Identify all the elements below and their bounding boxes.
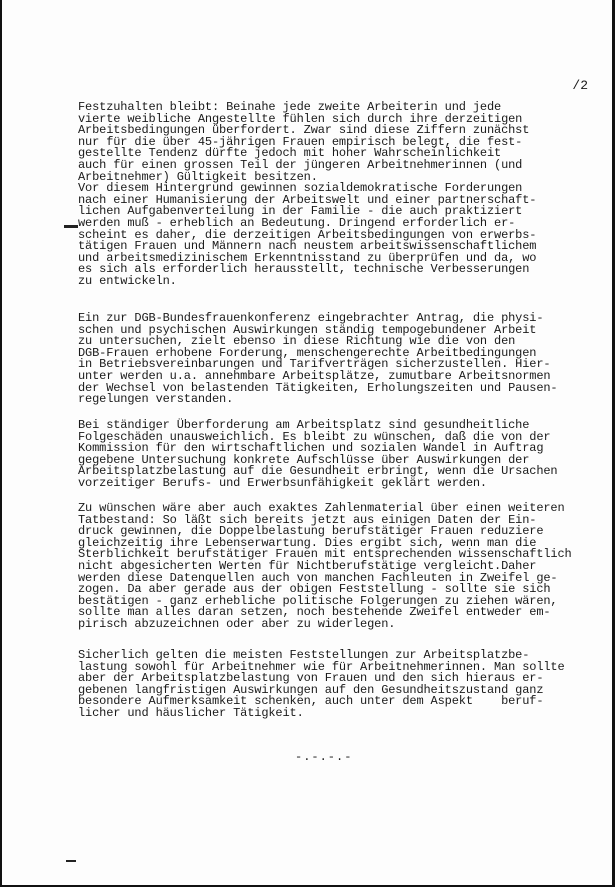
text-line: gestellte Tendenz dürfte jedoch mit hoher Wahrscheinlichkeit bbox=[78, 146, 502, 161]
text-line: unter werden u.a. annehmbare Arbeitsplätze, zumutbare Arbeitsnormen bbox=[78, 368, 551, 383]
text-line: und arbeitsmedizinischem Erkenntnisstand zu überprüfen und da, wo bbox=[78, 250, 537, 265]
paragraph-5 bbox=[78, 650, 593, 720]
text-line: Bei ständiger Überforderung am Arbeitsplatz sind gesundheitliche bbox=[78, 418, 530, 432]
text-line: werden muß - erheblich an Bedeutung. Dringend erforderlich er- bbox=[78, 215, 516, 230]
section-separator: -.-.-.- bbox=[295, 750, 353, 764]
text-line: besondere Aufmerksamkeit schenken, auch unter dem Aspekt beruf- bbox=[78, 694, 544, 709]
text-line: lichen Aufgabenverteilung in der Familie - die auch praktiziert bbox=[78, 204, 523, 219]
text-line: lastung sowohl für Arbeitnehmer wie für Arbeitnehmerinnen. Man sollte bbox=[78, 659, 565, 674]
paragraph-4 bbox=[78, 503, 593, 631]
text-line: Sterblichkeit berufstätiger Frauen mit entsprechenden wissenschaftlich bbox=[78, 547, 572, 562]
text-line: nur für die über 45-jährigen Frauen empirisch belegt, die fest- bbox=[78, 134, 523, 149]
text-line: zu untersuchen, zielt ebenso in diese Richtung wie die von den bbox=[78, 334, 516, 349]
text-line: Arbeitsplatzbelastung auf die Gesundheit erbringt, wenn die Ursachen bbox=[78, 464, 558, 479]
text-line: gegebene Untersuchung konkrete Aufschlüsse über Auswirkungen der bbox=[78, 452, 530, 467]
text-line: bestätigen - ganz erhebliche politische Folgerungen zu ziehen wären, bbox=[78, 593, 558, 608]
text-line: Kommission für den wirtschaftlichen und sozialen Wandel in Auftrag bbox=[78, 441, 544, 456]
text-line: DGB-Frauen erhobene Forderung, menschengerechte Arbeitbedingungen bbox=[78, 345, 537, 360]
text-line: Arbeitsbedingungen überfordert. Zwar sind diese Ziffern zunächst bbox=[78, 123, 530, 138]
text-line: Festzuhalten bleibt: Beinahe jede zweite Arbeiterin und jede bbox=[78, 100, 502, 114]
text-line: regelungen verstanden. bbox=[78, 392, 234, 407]
text-line: nicht abgesicherten Werten für Nichtberufstätige vergleicht.Daher bbox=[78, 558, 537, 573]
text-line: tätigen Frauen und Männern nach neustem arbeitswissenschaftlichem bbox=[78, 239, 537, 254]
page-number: /2 bbox=[572, 78, 588, 93]
text-line: Vor diesem Hintergrund gewinnen sozialdemokratische Forderungen bbox=[78, 181, 523, 196]
text-line: vorzeitiger Berufs- und Erwerbsunfähigkeit geklärt werden. bbox=[78, 475, 487, 490]
text-line: Tatbestand: So läßt sich bereits jetzt aus einigen Daten der Ein- bbox=[78, 512, 537, 527]
text-line: Sicherlich gelten die meisten Feststellungen zur Arbeitsplatzbe- bbox=[78, 648, 530, 662]
scan-margin-mark bbox=[66, 860, 76, 862]
text-line: werden diese Datenquellen auch von manchen Fachleuten in Zweifel ge- bbox=[78, 570, 558, 585]
text-line: gleichzeitig ihre Lebenserwartung. Dies ergibt sich, wenn man die bbox=[78, 535, 537, 550]
text-line: zogen. Da aber gerade aus der obigen Feststellung - sollte sie sich bbox=[78, 582, 551, 597]
text-line: Ein zur DGB-Bundesfrauenkonferenz eingebrachter Antrag, die physi- bbox=[78, 311, 544, 325]
paragraph-3 bbox=[78, 420, 593, 490]
text-line: nach einer Humanisierung der Arbeitswelt und einer partnerschaft- bbox=[78, 192, 537, 207]
text-line: Folgeschäden unausweichlich. Es bleibt zu wünschen, daß die von der bbox=[78, 429, 551, 444]
text-line: Arbeitnehmer) Gültigkeit besitzen. bbox=[78, 169, 318, 184]
paragraph-2 bbox=[78, 313, 593, 406]
text-line: licher und häuslicher Tätigkeit. bbox=[78, 705, 304, 720]
paragraph-1 bbox=[78, 102, 593, 288]
text-line: der Wechsel von belastenden Tätigkeiten, Erholungszeiten und Pausen- bbox=[78, 380, 558, 395]
text-line: vierte weibliche Angestellte fühlen sich durch ihre derzeitigen bbox=[78, 111, 523, 126]
text-line: schen und psychischen Auswirkungen ständig tempogebundener Arbeit bbox=[78, 322, 537, 337]
text-line: es sich als erforderlich herausstellt, technische Verbesserungen bbox=[78, 262, 530, 277]
text-line: zu entwickeln. bbox=[78, 273, 177, 288]
text-line: Zu wünschen wäre aber auch exaktes Zahlenmaterial über einen weiteren bbox=[78, 501, 565, 515]
text-line: pirisch abzuzeichnen oder aber zu widerlegen. bbox=[78, 616, 396, 631]
text-line: gebenen langfristigen Auswirkungen auf den Gesundheitszustand ganz bbox=[78, 682, 544, 697]
text-line: druck gewinnen, die Doppelbelastung berufstätiger Frauen reduziere bbox=[78, 524, 544, 539]
text-line: auch für einen grossen Teil der jüngeren Arbeitnehmerinnen (und bbox=[78, 157, 523, 172]
text-line: scheint es daher, die derzeitigen Arbeitsbedingungen von erwerbs- bbox=[78, 227, 537, 242]
text-line: sollte man alles daran setzen, noch bestehende Zweifel entweder em- bbox=[78, 605, 551, 620]
scan-margin-mark bbox=[64, 225, 78, 228]
text-line: aber der Arbeitsplatzbelastung von Frauen und den sich hieraus er- bbox=[78, 671, 544, 686]
text-line: in Betriebsvereinbarungen und Tarifverträgen sicherzustellen. Hier- bbox=[78, 357, 551, 372]
